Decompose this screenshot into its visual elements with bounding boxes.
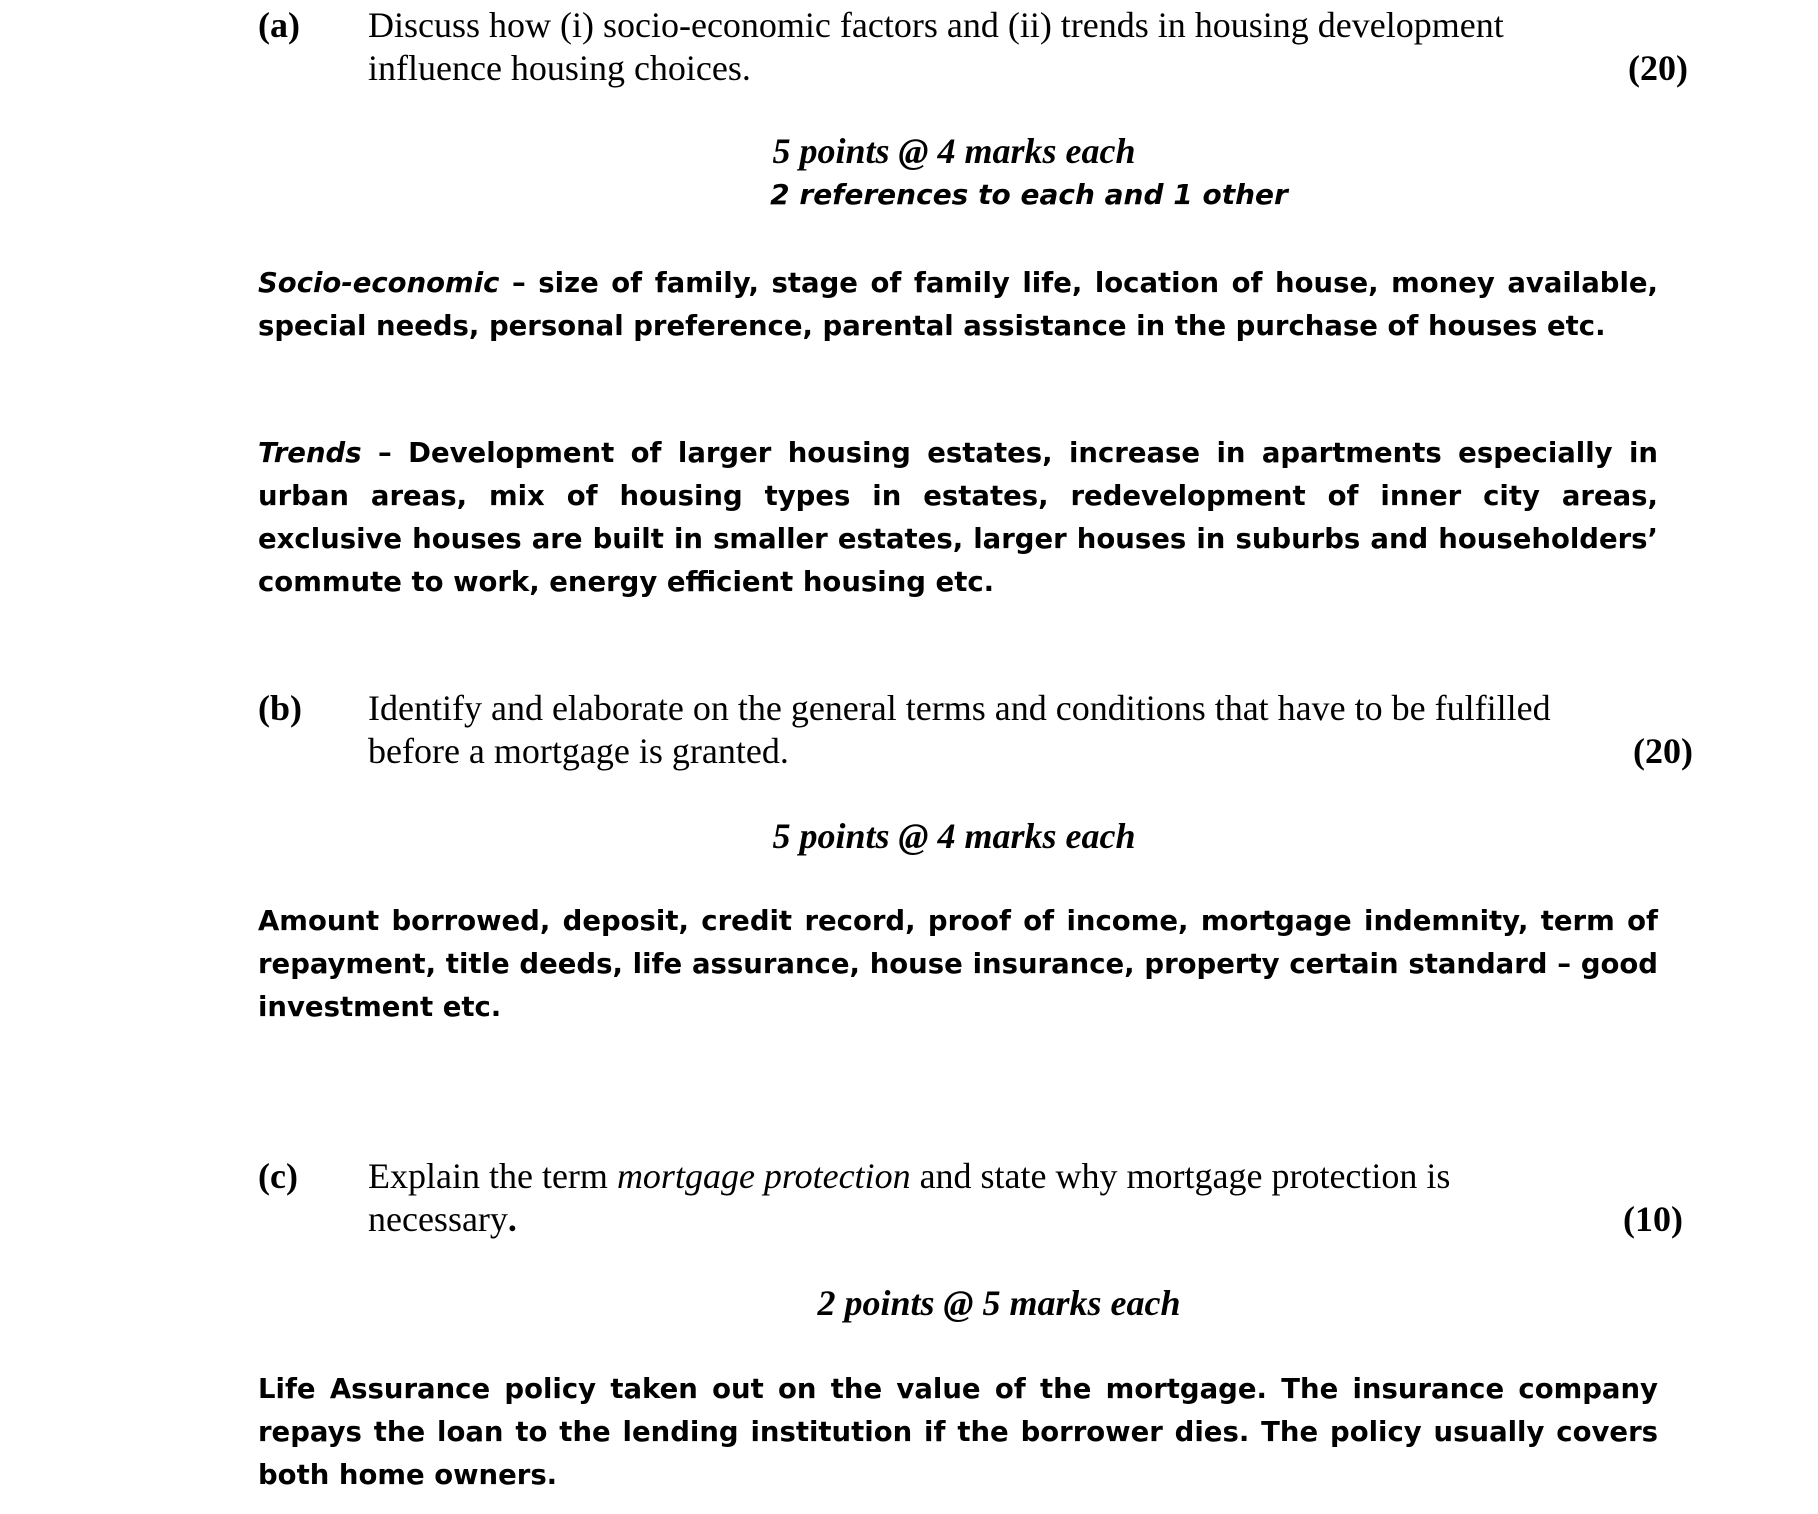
question-c-text-line1 bbox=[368, 1155, 1568, 1198]
question-b bbox=[258, 687, 1698, 777]
question-a-scheme: 5 points @ 4 marks each bbox=[772, 131, 1136, 171]
question-c-text-line2 bbox=[368, 1198, 1568, 1241]
question-a bbox=[258, 4, 1698, 94]
question-b-text-line2: before a mortgage is granted. bbox=[368, 731, 789, 771]
question-a-answer-socio-economic bbox=[258, 262, 1658, 348]
question-a-text bbox=[368, 4, 1568, 90]
question-b-text-line1: Identify and elaborate on the general terms and conditions that have to be fulfilled bbox=[368, 688, 1551, 728]
answer-lead-socio-economic: Socio-economic bbox=[258, 267, 500, 299]
answer-lead-trends: Trends bbox=[258, 437, 362, 469]
question-c bbox=[258, 1155, 1698, 1245]
question-b-marks: (20) bbox=[1633, 731, 1693, 771]
question-c-text bbox=[368, 1155, 1568, 1241]
question-b-label: (b) bbox=[258, 688, 302, 728]
question-a-answer-trends bbox=[258, 432, 1658, 604]
answer-text-socio-economic: – size of family, stage of family life, location of house, money available, special needs, personal preference, parental assistance in the purchase of houses etc. bbox=[258, 267, 1658, 342]
question-c-text-line2-word: necessary bbox=[368, 1199, 508, 1239]
question-c-answer: Life Assurance policy taken out on the value of the mortgage. The insurance company repays the loan to the lending institution if the borrower dies. The policy usually covers both home owners. bbox=[258, 1373, 1658, 1491]
question-c-text-italic: mortgage protection bbox=[616, 1156, 911, 1196]
question-c-text-post: and state why mortgage protection is bbox=[910, 1156, 1451, 1196]
question-b-answer: Amount borrowed, deposit, credit record, proof of income, mortgage indemnity, term of repayment, title deeds, life assurance, house insurance, property certain standard – good investment etc. bbox=[258, 905, 1658, 1023]
question-c-marks: (10) bbox=[1623, 1199, 1683, 1239]
question-c-scheme: 2 points @ 5 marks each bbox=[817, 1283, 1181, 1323]
question-a-scheme-sub: 2 references to each and 1 other bbox=[770, 178, 1288, 211]
question-a-text-line2: influence housing choices. bbox=[368, 48, 751, 88]
question-c-label: (c) bbox=[258, 1156, 298, 1196]
question-a-text-line1: Discuss how (i) socio-economic factors and (ii) trends in housing development bbox=[368, 5, 1504, 45]
question-c-text-line2-end: . bbox=[507, 1199, 517, 1239]
question-a-label: (a) bbox=[258, 5, 300, 45]
question-a-marks: (20) bbox=[1628, 48, 1688, 88]
answer-text-trends: – Development of larger housing estates, increase in apartments especially in urban areas, mix of housing types in estates, redevelopment of inner city areas, exclusive houses are built in smaller estates, larger houses in suburbs and householders’ commute to work, energy efficient housing etc. bbox=[258, 437, 1658, 598]
question-c-text-pre: Explain the term bbox=[368, 1156, 617, 1196]
question-b-scheme: 5 points @ 4 marks each bbox=[772, 816, 1136, 856]
question-b-text bbox=[368, 687, 1628, 773]
